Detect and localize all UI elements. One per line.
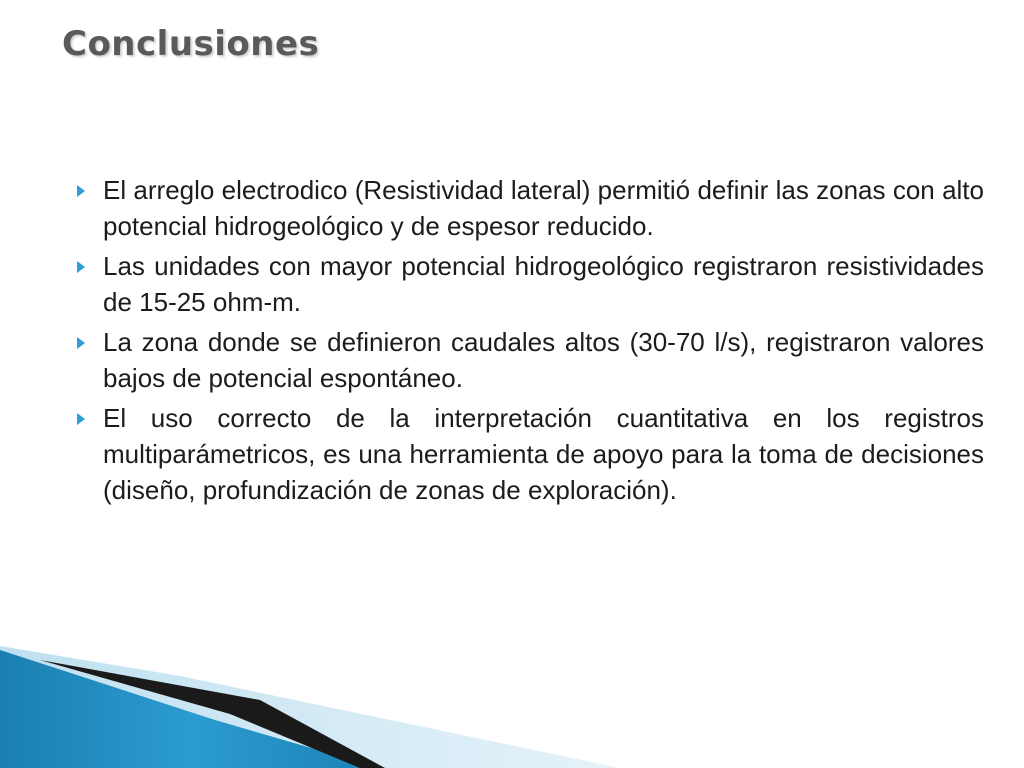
bullet-text: La zona donde se definieron caudales altos (30-70 l/s), registraron valores bajos de potencial espontáneo.: [103, 327, 984, 393]
bullet-text: El uso correcto de la interpretación cuantitativa en los registros multiparámetricos, es una herramienta de apoyo para la toma de decisiones (diseño, profundización de zonas de exploración).: [103, 403, 984, 505]
bullet-text: Las unidades con mayor potencial hidrogeológico registraron resistividades de 15-25 ohm-m.: [103, 251, 984, 317]
bullet-text: El arreglo electrodico (Resistividad lateral) permitió definir las zonas con alto potencial hidrogeológico y de espesor reducido.: [103, 175, 984, 241]
slide-title: Conclusiones: [62, 24, 320, 64]
